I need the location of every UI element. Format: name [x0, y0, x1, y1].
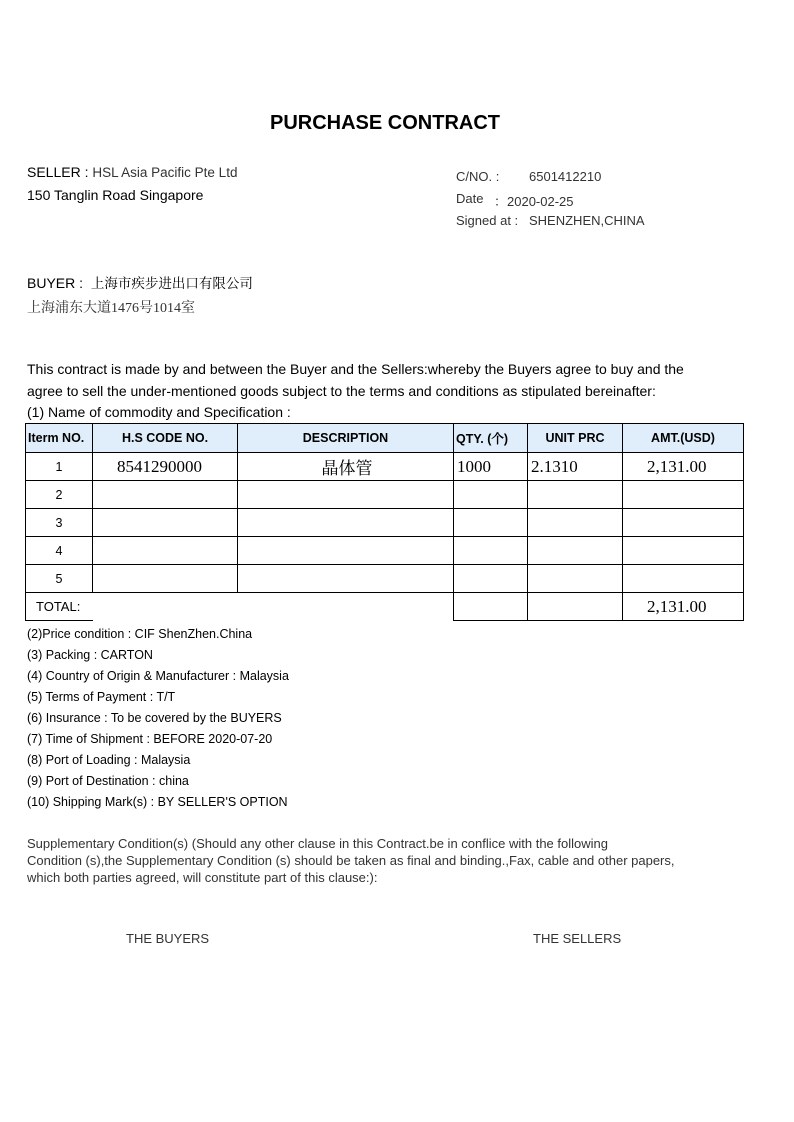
total-spacer [93, 593, 454, 621]
term-price-condition: (2)Price condition : CIF ShenZhen.China [27, 627, 253, 641]
signed-at-value: SHENZHEN,CHINA [529, 213, 645, 228]
qty-cell [454, 509, 528, 537]
qty-cell: 1000 [454, 453, 528, 481]
item-no-cell: 2 [26, 481, 93, 509]
col-header-item-no: Iterm NO. [26, 424, 93, 453]
unit-price-cell [528, 565, 623, 593]
unit-price-cell [528, 537, 623, 565]
unit-price-cell: 2.1310 [528, 453, 623, 481]
term-insurance: (6) Insurance : To be covered by the BUYERS [27, 711, 282, 725]
buyer-line [27, 272, 253, 292]
intro-line-2: agree to sell the under-mentioned goods subject to the terms and conditions as stipulated bereinafter: [27, 383, 656, 399]
seller-address: 150 Tanglin Road Singapore [27, 187, 204, 203]
intro-line-3: (1) Name of commodity and Specification : [27, 404, 291, 420]
supplementary-line-3: which both parties agreed, will constitute part of this clause:): [27, 870, 378, 885]
amount-cell: 2,131.00 [623, 453, 744, 481]
term-packing: (3) Packing : CARTON [27, 648, 153, 662]
table-row [26, 509, 744, 537]
term-shipping-mark: (10) Shipping Mark(s) : BY SELLER'S OPTION [27, 795, 288, 809]
supplementary-line-2: Condition (s),the Supplementary Condition (s) should be taken as final and binding.,Fax, cable and other papers, [27, 853, 675, 868]
sellers-signature-label: THE SELLERS [533, 931, 622, 946]
col-header-description: DESCRIPTION [238, 424, 454, 453]
supplementary-line-1: Supplementary Condition(s) (Should any other clause in this Contract.be in conflice with the following [27, 836, 608, 851]
seller-label: SELLER : [27, 164, 89, 180]
description-cell [238, 565, 454, 593]
buyers-signature-label: THE BUYERS [126, 931, 210, 946]
hs-code-cell [93, 565, 238, 593]
amount-cell [623, 509, 744, 537]
table-row [26, 537, 744, 565]
total-qty-cell [454, 593, 528, 621]
date-label: Date [456, 191, 484, 206]
unit-price-cell [528, 481, 623, 509]
total-amount: 2,131.00 [623, 593, 744, 621]
buyer-name: 上海市疾步进出口有限公司 [90, 276, 253, 291]
item-no-cell: 5 [26, 565, 93, 593]
seller-line [27, 164, 237, 180]
col-header-amount: AMT.(USD) [623, 424, 744, 453]
description-cell [238, 509, 454, 537]
page-title: PURCHASE CONTRACT [270, 112, 500, 134]
qty-cell [454, 481, 528, 509]
col-header-qty: QTY. (个) [454, 424, 528, 453]
item-no-cell: 3 [26, 509, 93, 537]
total-unit-price-cell [528, 593, 623, 621]
amount-cell [623, 481, 744, 509]
amount-cell [623, 537, 744, 565]
col-header-unit-price: UNIT PRC [528, 424, 623, 453]
item-no-cell: 4 [26, 537, 93, 565]
amount-cell [623, 565, 744, 593]
description-cell [238, 481, 454, 509]
term-payment: (5) Terms of Payment : T/T [27, 690, 176, 704]
description-cell [238, 537, 454, 565]
hs-code-cell [93, 537, 238, 565]
buyer-address: 上海浦东大道1476号1014室 [27, 301, 195, 316]
contract-number-value: 6501412210 [529, 169, 602, 184]
term-port-destination: (9) Port of Destination : china [27, 774, 189, 788]
description-cell: 晶体管 [238, 453, 454, 481]
term-shipment-time: (7) Time of Shipment : BEFORE 2020-07-20 [27, 732, 273, 746]
item-no-cell: 1 [26, 453, 93, 481]
hs-code-cell [93, 481, 238, 509]
unit-price-cell [528, 509, 623, 537]
total-label: TOTAL: [26, 593, 93, 621]
table-row [26, 481, 744, 509]
col-header-hs-code: H.S CODE NO. [93, 424, 238, 453]
intro-line-1: This contract is made by and between the Buyer and the Sellers:whereby the Buyers agree to buy and the [27, 361, 684, 377]
qty-cell [454, 537, 528, 565]
signed-at-label: Signed at : [456, 213, 519, 228]
goods-table [25, 423, 744, 621]
table-row [26, 565, 744, 593]
contract-number-label: C/NO. : [456, 169, 500, 184]
hs-code-cell: 8541290000 [93, 453, 238, 481]
table-row [26, 453, 744, 481]
buyer-label: BUYER : [27, 275, 84, 291]
table-header-row [26, 424, 744, 453]
hs-code-cell [93, 509, 238, 537]
date-value: ：2020-02-25 [494, 194, 574, 209]
qty-cell [454, 565, 528, 593]
term-origin: (4) Country of Origin & Manufacturer : Malaysia [27, 669, 289, 683]
term-port-loading: (8) Port of Loading : Malaysia [27, 753, 191, 767]
table-total-row [26, 593, 744, 621]
seller-name: HSL Asia Pacific Pte Ltd [92, 165, 238, 180]
